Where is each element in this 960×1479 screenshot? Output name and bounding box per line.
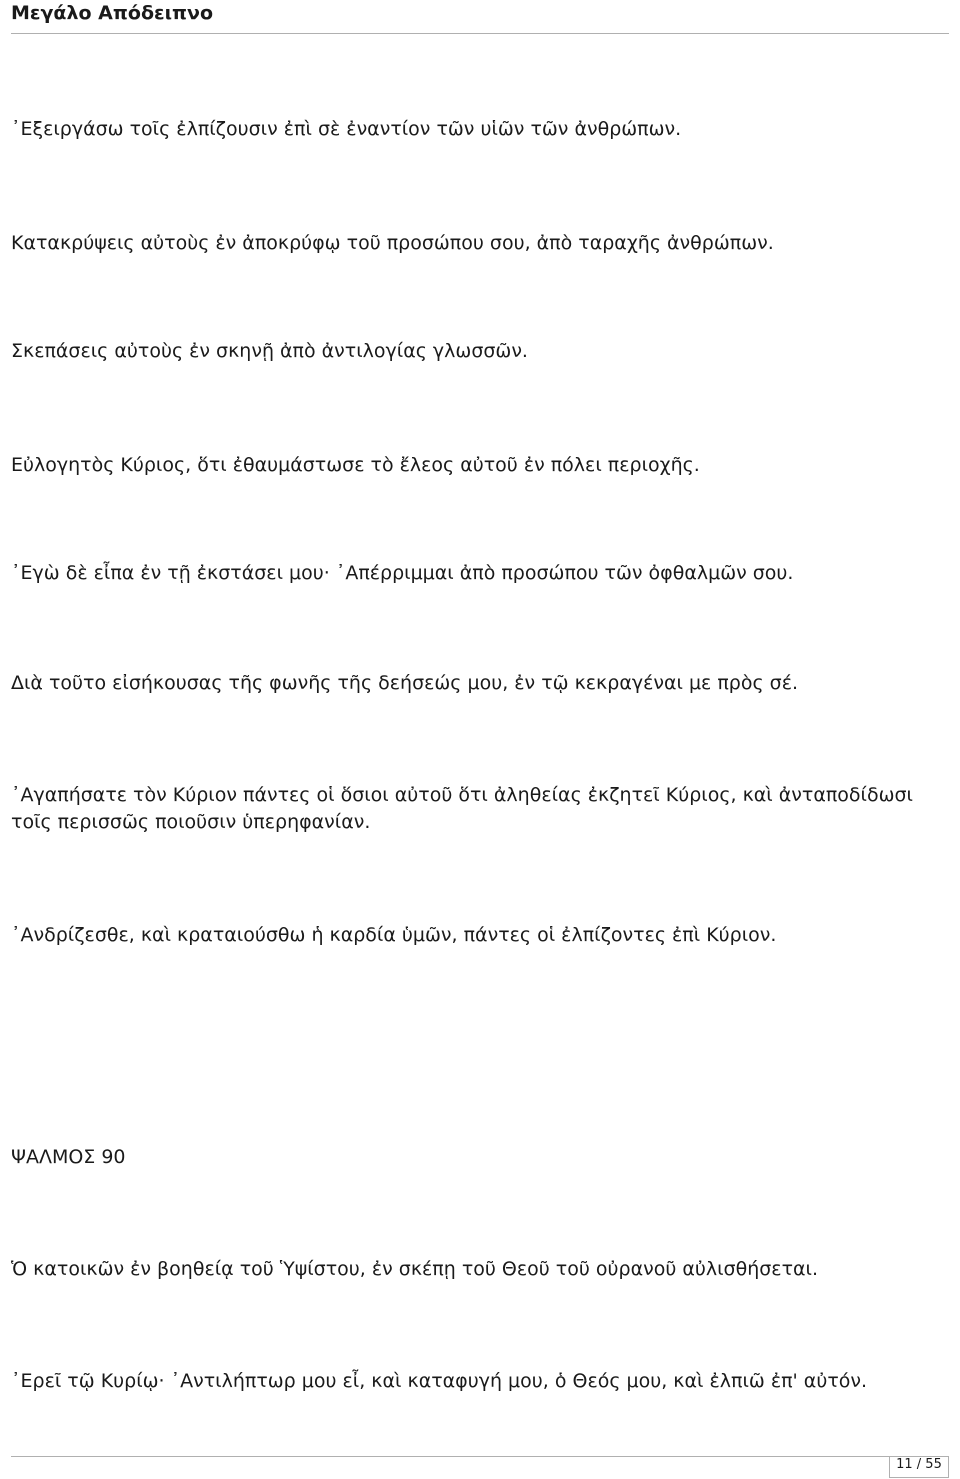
- verse-paragraph: ᾿Αγαπήσατε τὸν Κύριον πάντες οἱ ὅσιοι αὐτοῦ ὅτι ἀληθείας ἐκζητεῖ Κύριος, καὶ ἀνταποδίδωσι τοῖς περισσῶς ποιοῦσιν ὑπερηφανίαν.: [11, 784, 913, 833]
- verse-paragraph: Ὁ κατοικῶν ἐν βοηθείᾳ τοῦ Ὑψίστου, ἐν σκέπῃ τοῦ Θεοῦ τοῦ οὐρανοῦ αὐλισθήσεται.: [11, 1258, 819, 1280]
- verse-paragraph: ᾿Εξειργάσω τοῖς ἐλπίζουσιν ἐπὶ σὲ ἐναντίον τῶν υἱῶν τῶν ἀνθρώπων.: [11, 118, 682, 140]
- verse-paragraph: Εὐλογητὸς Κύριος, ὅτι ἐθαυμάστωσε τὸ ἔλεος αὐτοῦ ἐν πόλει περιοχῆς.: [11, 454, 700, 476]
- page-number: 11 / 55: [889, 1456, 949, 1478]
- verse-paragraph: Σκεπάσεις αὐτοὺς ἐν σκηνῇ ἀπὸ ἀντιλογίας γλωσσῶν.: [11, 340, 528, 362]
- verse-paragraph: ᾿Ανδρίζεσθε, καὶ κραταιούσθω ἡ καρδία ὑμῶν, πάντες οἱ ἐλπίζοντες ἐπὶ Κύριον.: [11, 924, 777, 946]
- verse-paragraph: Διὰ τοῦτο εἰσήκουσας τῆς φωνῆς τῆς δεήσεώς μου, ἐν τῷ κεκραγέναι με πρὸς σέ.: [11, 672, 799, 694]
- page-header: [11, 0, 949, 34]
- page-title: Μεγάλο Απόδειπνο: [11, 2, 214, 24]
- verse-paragraph: ᾿Ερεῖ τῷ Κυρίῳ· ᾿Αντιλήπτωρ μου εἶ, καὶ καταφυγή μου, ὁ Θεός μου, καὶ ἐλπιῶ ἐπ' αὐτόν.: [11, 1370, 868, 1392]
- verse-paragraph: Κατακρύψεις αὐτοὺς ἐν ἀποκρύφῳ τοῦ προσώπου σου, ἀπὸ ταραχῆς ἀνθρώπων.: [11, 232, 774, 254]
- psalm-heading: ΨΑΛΜΟΣ 90: [11, 1146, 126, 1168]
- verse-paragraph: ᾿Εγὼ δὲ εἶπα ἐν τῇ ἐκστάσει μου· ᾿Απέρριμμαι ἀπὸ προσώπου τῶν ὀφθαλμῶν σου.: [11, 562, 794, 584]
- footer-divider: [11, 1456, 949, 1457]
